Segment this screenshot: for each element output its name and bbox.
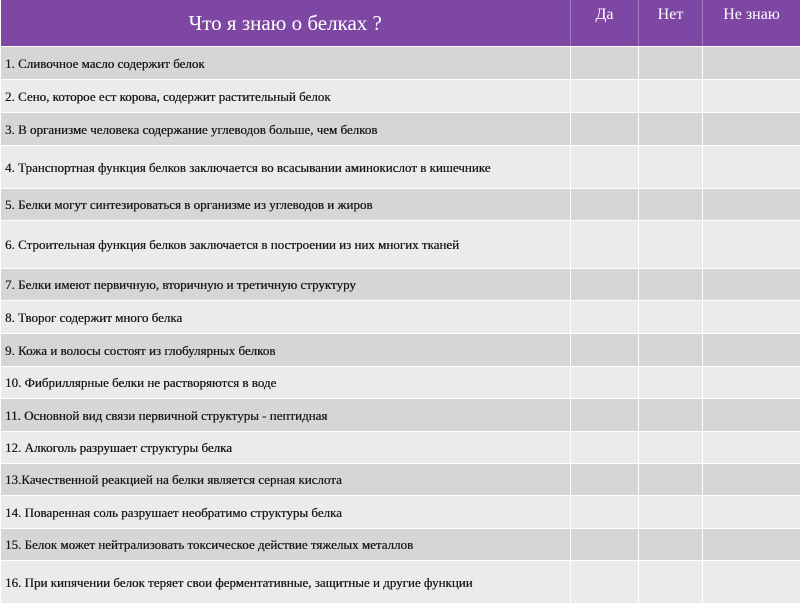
answer-cell-yes[interactable]: [571, 80, 639, 113]
answer-cell-yes[interactable]: [571, 561, 639, 604]
table-row: [1, 367, 800, 399]
answer-cell-yes[interactable]: [571, 334, 639, 367]
answer-cell-yes[interactable]: [571, 432, 639, 464]
answer-cell-no[interactable]: [639, 561, 703, 604]
table-row: [1, 561, 800, 604]
table-row: [1, 529, 800, 561]
table-row: [1, 464, 800, 496]
answer-cell-dont-know[interactable]: [703, 367, 800, 399]
answer-cell-no[interactable]: [639, 301, 703, 334]
answer-cell-dont-know[interactable]: [703, 399, 800, 432]
answer-cell-no[interactable]: [639, 464, 703, 496]
question-text: 12. Алкоголь разрушает структуры белка: [1, 432, 571, 464]
answer-cell-yes[interactable]: [571, 269, 639, 301]
answer-cell-dont-know[interactable]: [703, 47, 800, 80]
table-row: [1, 496, 800, 529]
answer-cell-no[interactable]: [639, 334, 703, 367]
answer-cell-yes[interactable]: [571, 301, 639, 334]
answer-cell-no[interactable]: [639, 80, 703, 113]
table-row: [1, 399, 800, 432]
answer-cell-yes[interactable]: [571, 529, 639, 561]
column-header-dont-know: Не знаю: [703, 0, 800, 47]
answer-cell-yes[interactable]: [571, 146, 639, 189]
table-row: [1, 47, 800, 80]
answer-cell-no[interactable]: [639, 399, 703, 432]
question-text: 9. Кожа и волосы состоят из глобулярных белков: [1, 334, 571, 367]
answer-cell-no[interactable]: [639, 189, 703, 221]
question-text: 6. Строительная функция белков заключается в построении из них многих тканей: [1, 221, 571, 269]
answer-cell-no[interactable]: [639, 221, 703, 269]
answer-cell-no[interactable]: [639, 367, 703, 399]
answer-cell-dont-know[interactable]: [703, 189, 800, 221]
answer-cell-no[interactable]: [639, 432, 703, 464]
question-text: 14. Поваренная соль разрушает необратимо структуры белка: [1, 496, 571, 529]
question-text: 11. Основной вид связи первичной структуры - пептидная: [1, 399, 571, 432]
table-row: [1, 334, 800, 367]
answer-cell-dont-know[interactable]: [703, 334, 800, 367]
answer-cell-dont-know[interactable]: [703, 221, 800, 269]
answer-cell-dont-know[interactable]: [703, 496, 800, 529]
question-text: 16. При кипячении белок теряет свои ферментативные, защитные и другие функции: [1, 561, 571, 604]
header-row: [1, 0, 800, 47]
answer-cell-dont-know[interactable]: [703, 432, 800, 464]
answer-cell-yes[interactable]: [571, 113, 639, 146]
table-row: [1, 80, 800, 113]
answer-cell-yes[interactable]: [571, 496, 639, 529]
question-text: 13.Качественной реакцией на белки является серная кислота: [1, 464, 571, 496]
question-text: 2. Сено, которое ест корова, содержит растительный белок: [1, 80, 571, 113]
table-row: [1, 221, 800, 269]
question-text: 5. Белки могут синтезироваться в организме из углеводов и жиров: [1, 189, 571, 221]
answer-cell-dont-know[interactable]: [703, 269, 800, 301]
question-text: 7. Белки имеют первичную, вторичную и третичную структуру: [1, 269, 571, 301]
column-header-no: Нет: [639, 0, 703, 47]
answer-cell-no[interactable]: [639, 146, 703, 189]
answer-cell-dont-know[interactable]: [703, 113, 800, 146]
answer-cell-dont-know[interactable]: [703, 464, 800, 496]
answer-cell-yes[interactable]: [571, 221, 639, 269]
table-row: [1, 301, 800, 334]
question-text: 3. В организме человека содержание углеводов больше, чем белков: [1, 113, 571, 146]
answer-cell-no[interactable]: [639, 113, 703, 146]
answer-cell-dont-know[interactable]: [703, 529, 800, 561]
question-text: 8. Творог содержит много белка: [1, 301, 571, 334]
question-text: 4. Транспортная функция белков заключается во всасывании аминокислот в кишечнике: [1, 146, 571, 189]
table-row: [1, 189, 800, 221]
table-row: [1, 146, 800, 189]
answer-cell-dont-know[interactable]: [703, 561, 800, 604]
answer-cell-no[interactable]: [639, 529, 703, 561]
question-text: 1. Сливочное масло содержит белок: [1, 47, 571, 80]
question-text: 10. Фибриллярные белки не растворяются в воде: [1, 367, 571, 399]
answer-cell-no[interactable]: [639, 47, 703, 80]
table-title: Что я знаю о белках ?: [1, 0, 571, 47]
answer-cell-yes[interactable]: [571, 367, 639, 399]
answer-cell-dont-know[interactable]: [703, 146, 800, 189]
answer-cell-dont-know[interactable]: [703, 301, 800, 334]
table-row: [1, 269, 800, 301]
answer-cell-dont-know[interactable]: [703, 80, 800, 113]
answer-cell-yes[interactable]: [571, 399, 639, 432]
answer-cell-no[interactable]: [639, 269, 703, 301]
question-text: 15. Белок может нейтрализовать токсическое действие тяжелых металлов: [1, 529, 571, 561]
answer-cell-yes[interactable]: [571, 47, 639, 80]
table-row: [1, 432, 800, 464]
column-header-yes: Да: [571, 0, 639, 47]
answer-cell-yes[interactable]: [571, 189, 639, 221]
answer-cell-no[interactable]: [639, 496, 703, 529]
table-row: [1, 113, 800, 146]
answer-cell-yes[interactable]: [571, 464, 639, 496]
